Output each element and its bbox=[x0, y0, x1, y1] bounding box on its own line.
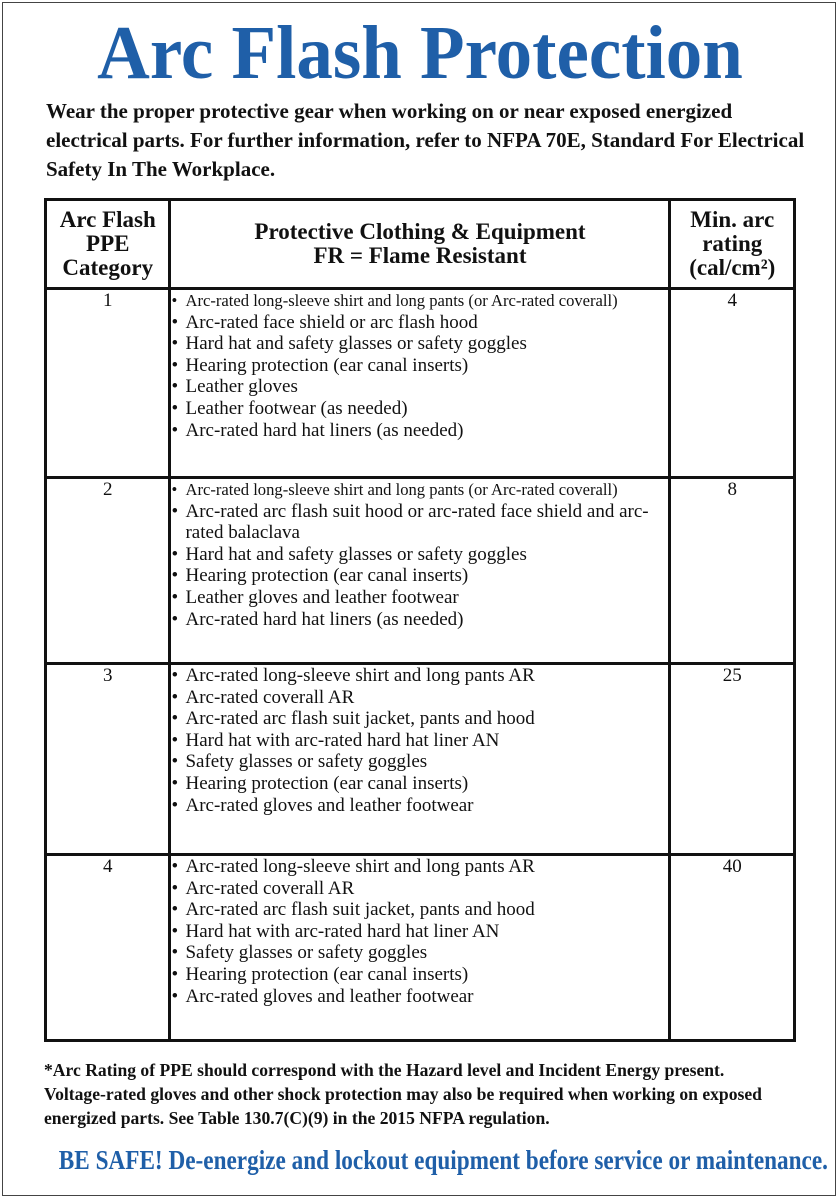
bullet-dot-icon: • bbox=[171, 686, 179, 708]
list-item bbox=[171, 312, 668, 334]
table-row bbox=[46, 664, 795, 855]
header-category-line2: PPE bbox=[86, 231, 130, 256]
bullet-dot-icon: • bbox=[171, 376, 179, 398]
header-equipment bbox=[170, 200, 670, 289]
footnote bbox=[44, 1058, 814, 1130]
bullet-dot-icon: • bbox=[171, 985, 179, 1007]
list-item-text: Arc-rated coverall AR bbox=[185, 877, 355, 899]
footnote-line2: Voltage-rated gloves and other shock protection may also be required when working on exposed energized parts. See Table 130.7(C)(9) in the 2015 NFPA regulation. bbox=[44, 1084, 762, 1128]
header-min-line1: Min. arc bbox=[690, 207, 775, 232]
equipment-cell bbox=[170, 478, 670, 664]
header-category bbox=[46, 200, 170, 289]
bullet-dot-icon: • bbox=[171, 419, 179, 441]
list-item bbox=[171, 921, 668, 943]
list-item-text: Leather gloves bbox=[185, 376, 298, 398]
list-item-text: Arc-rated face shield or arc flash hood bbox=[185, 311, 478, 333]
list-item bbox=[171, 708, 668, 730]
list-item bbox=[171, 376, 668, 398]
equipment-list bbox=[171, 290, 668, 441]
list-item bbox=[171, 730, 668, 752]
min-rating-cell: 40 bbox=[670, 855, 795, 1041]
header-category-line3: Category bbox=[62, 255, 154, 280]
equipment-list bbox=[171, 856, 668, 1007]
list-item bbox=[171, 501, 668, 544]
list-item-text: Hard hat with arc-rated hard hat liner AN bbox=[185, 729, 500, 751]
list-item bbox=[171, 878, 668, 900]
ppe-table bbox=[44, 198, 796, 1042]
bullet-dot-icon: • bbox=[171, 963, 179, 985]
bullet-dot-icon: • bbox=[171, 291, 178, 310]
list-item bbox=[171, 856, 668, 878]
list-item-text: Arc-rated arc flash suit hood or arc-rated face shield and arc-rated balaclava bbox=[185, 500, 649, 544]
bullet-dot-icon: • bbox=[171, 877, 179, 899]
equipment-list bbox=[171, 665, 668, 816]
bullet-dot-icon: • bbox=[171, 543, 179, 565]
list-item-text: Arc-rated gloves and leather footwear bbox=[185, 985, 474, 1007]
category-cell: 3 bbox=[46, 664, 170, 855]
list-item-text: Hearing protection (ear canal inserts) bbox=[185, 772, 469, 794]
list-item-text: Arc-rated long-sleeve shirt and long pants (or Arc-rated coverall) bbox=[185, 291, 618, 310]
list-item bbox=[171, 565, 668, 587]
list-item bbox=[171, 899, 668, 921]
safety-footer: BE SAFE! De-energize and lockout equipment before service or maintenance. bbox=[58, 1145, 828, 1175]
bullet-dot-icon: • bbox=[171, 899, 179, 921]
list-item-text: Arc-rated long-sleeve shirt and long pants (or Arc-rated coverall) bbox=[185, 480, 618, 499]
list-item-text: Safety glasses or safety goggles bbox=[185, 751, 428, 773]
list-item bbox=[171, 609, 668, 631]
list-item-text: Arc-rated coverall AR bbox=[185, 686, 355, 708]
list-item bbox=[171, 479, 668, 501]
list-item-text: Hearing protection (ear canal inserts) bbox=[185, 565, 469, 587]
bullet-dot-icon: • bbox=[171, 920, 179, 942]
table-header-row bbox=[46, 200, 795, 289]
min-rating-cell: 8 bbox=[670, 478, 795, 664]
list-item-text: Arc-rated arc flash suit jacket, pants and hood bbox=[185, 899, 535, 921]
list-item bbox=[171, 355, 668, 377]
header-equipment-line1: Protective Clothing & Equipment bbox=[254, 219, 586, 244]
list-item bbox=[171, 795, 668, 817]
equipment-cell bbox=[170, 664, 670, 855]
list-item bbox=[171, 290, 668, 312]
min-rating-cell: 25 bbox=[670, 664, 795, 855]
bullet-dot-icon: • bbox=[171, 480, 178, 499]
min-rating-cell: 4 bbox=[670, 289, 795, 478]
intro-text: Wear the proper protective gear when working on or near exposed energized electrical parts. For further information, refer to NFPA 70E, Standard For Electrical Safety In The Workplace. bbox=[46, 99, 805, 181]
bullet-dot-icon: • bbox=[171, 565, 179, 587]
category-cell: 4 bbox=[46, 855, 170, 1041]
bullet-dot-icon: • bbox=[171, 708, 179, 730]
list-item-text: Safety glasses or safety goggles bbox=[185, 942, 428, 964]
header-min-line3: (cal/cm²) bbox=[689, 255, 776, 280]
list-item bbox=[171, 587, 668, 609]
bullet-dot-icon: • bbox=[171, 942, 179, 964]
bullet-dot-icon: • bbox=[171, 772, 179, 794]
category-cell: 1 bbox=[46, 289, 170, 478]
list-item-text: Hard hat with arc-rated hard hat liner AN bbox=[185, 920, 500, 942]
footnote-line1: *Arc Rating of PPE should correspond with the Hazard level and Incident Energy present. bbox=[44, 1060, 725, 1080]
list-item-text: Arc-rated arc flash suit jacket, pants and hood bbox=[185, 708, 535, 730]
bullet-dot-icon: • bbox=[171, 608, 179, 630]
bullet-dot-icon: • bbox=[171, 354, 179, 376]
list-item bbox=[171, 964, 668, 986]
bullet-dot-icon: • bbox=[171, 397, 179, 419]
bullet-dot-icon: • bbox=[171, 665, 179, 686]
header-equipment-line2: FR = Flame Resistant bbox=[313, 243, 527, 268]
category-cell: 2 bbox=[46, 478, 170, 664]
bullet-dot-icon: • bbox=[171, 500, 179, 522]
header-category-line1: Arc Flash bbox=[59, 207, 156, 232]
table-row bbox=[46, 289, 795, 478]
page-title: Arc Flash Protection bbox=[97, 11, 743, 95]
list-item-text: Hard hat and safety glasses or safety goggles bbox=[185, 333, 527, 355]
list-item-text: Leather footwear (as needed) bbox=[185, 397, 408, 419]
list-item-text: Arc-rated long-sleeve shirt and long pants AR bbox=[185, 665, 535, 686]
bullet-dot-icon: • bbox=[171, 333, 179, 355]
list-item-text: Hearing protection (ear canal inserts) bbox=[185, 963, 469, 985]
header-min-rating bbox=[670, 200, 795, 289]
list-item bbox=[171, 986, 668, 1008]
bullet-dot-icon: • bbox=[171, 311, 179, 333]
bullet-dot-icon: • bbox=[171, 794, 179, 816]
list-item bbox=[171, 751, 668, 773]
list-item-text: Leather gloves and leather footwear bbox=[185, 586, 459, 608]
list-item bbox=[171, 398, 668, 420]
list-item-text: Hearing protection (ear canal inserts) bbox=[185, 354, 469, 376]
list-item-text: Arc-rated gloves and leather footwear bbox=[185, 794, 474, 816]
bullet-dot-icon: • bbox=[171, 856, 179, 877]
list-item bbox=[171, 420, 668, 442]
list-item-text: Arc-rated hard hat liners (as needed) bbox=[185, 419, 464, 441]
list-item bbox=[171, 333, 668, 355]
list-item bbox=[171, 544, 668, 566]
equipment-cell bbox=[170, 289, 670, 478]
list-item bbox=[171, 942, 668, 964]
list-item bbox=[171, 773, 668, 795]
bullet-dot-icon: • bbox=[171, 751, 179, 773]
equipment-cell bbox=[170, 855, 670, 1041]
header-min-line2: rating bbox=[702, 231, 763, 256]
list-item-text: Arc-rated long-sleeve shirt and long pants AR bbox=[185, 856, 535, 877]
list-item bbox=[171, 665, 668, 687]
list-item-text: Arc-rated hard hat liners (as needed) bbox=[185, 608, 464, 630]
list-item bbox=[171, 687, 668, 709]
bullet-dot-icon: • bbox=[171, 586, 179, 608]
table-row bbox=[46, 478, 795, 664]
list-item-text: Hard hat and safety glasses or safety goggles bbox=[185, 543, 527, 565]
equipment-list bbox=[171, 479, 668, 630]
table-row bbox=[46, 855, 795, 1041]
bullet-dot-icon: • bbox=[171, 729, 179, 751]
